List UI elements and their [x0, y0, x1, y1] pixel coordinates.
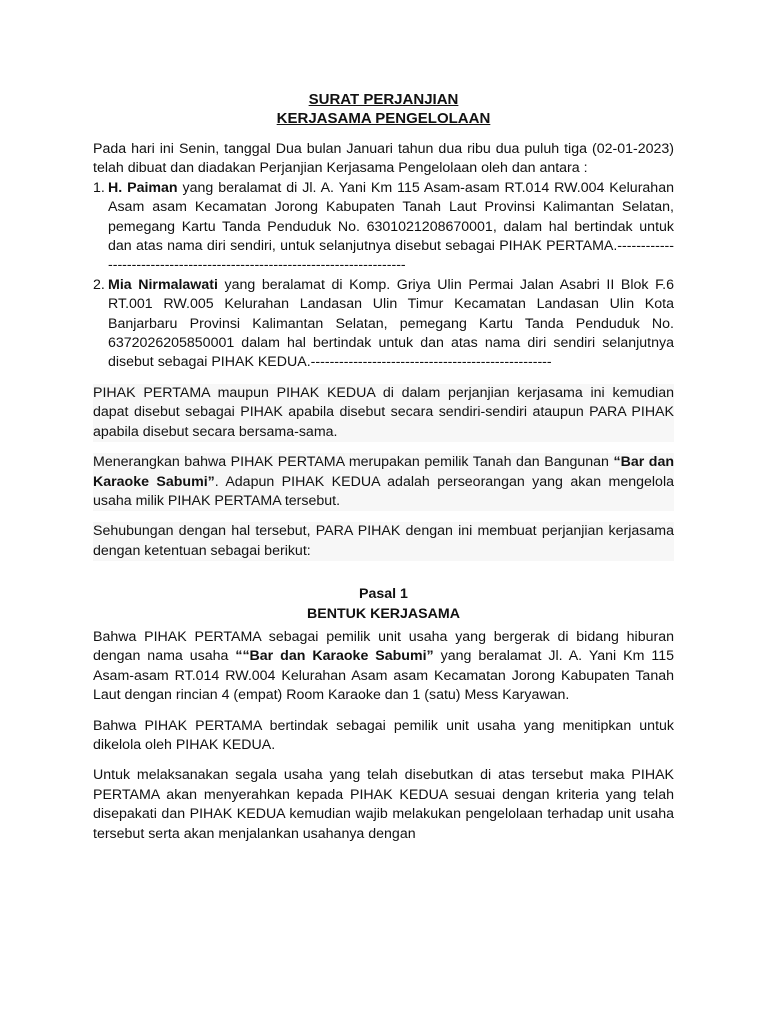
intro-paragraph: Pada hari ini Senin, tanggal Dua bulan Januari tahun dua ribu dua puluh tiga (02-01-2023) telah dibuat dan diadakan Perjanjian Kerjasama Pengelolaan oleh dan antara :	[93, 141, 674, 177]
party-text: yang beralamat di Jl. A. Yani Km 115 Asam-asam RT.014 RW.004 Kelurahan Asam asam Kecamatan Jorong Kabupaten Tanah Laut Provinsi Kalimantan Selatan, pemegang Kartu Tanda Penduduk No. 6301021208670001, dalam hal bertindak untuk dan atas nama diri sendiri, untuk selanjutnya disebut sebagai PIHAK PERTAMA.---------------------------------------------------------------------------	[108, 179, 674, 274]
pasal-title: BENTUK KERJASAMA	[307, 605, 460, 622]
party-number: 1.	[93, 179, 105, 196]
pasal-paragraph-2: Bahwa PIHAK PERTAMA bertindak sebagai pemilik unit usaha yang menitipkan untuk dikelola oleh PIHAK KEDUA.	[93, 717, 674, 753]
party-number: 2.	[93, 276, 105, 293]
pasal-heading	[93, 585, 674, 624]
parties-list	[93, 179, 674, 373]
sehubungan-paragraph: Sehubungan dengan hal tersebut, PARA PIHAK dengan ini membuat perjanjian kerjasama dengan ketentuan sebagai berikut:	[93, 522, 674, 561]
party-text: yang beralamat di Komp. Griya Ulin Permai Jalan Asabri II Blok F.6 RT.001 RW.005 Kelurahan Landasan Ulin Timur Kecamatan Landasan Ulin Kota Banjarbaru Provinsi Kalimantan Selatan, pemegang Kartu Tanda Penduduk No. 6372026205850001 dalam hal bertindak untuk dan atas nama diri sendiri selanjutnya disebut sebagai PIHAK KEDUA.---------------------------------------------------	[108, 276, 674, 371]
pasal-paragraph-3: Untuk melaksanakan segala usaha yang telah disebutkan di atas tersebut maka PIHAK PERTAMA akan menyerahkan kepada PIHAK KEDUA sesuai dengan kriteria yang telah disepakati dan PIHAK KEDUA kemudian wajib melakukan pengelolaan terhadap unit usaha tersebut serta akan menjalankan usahanya dengan	[93, 767, 674, 842]
menerangkan-paragraph	[93, 453, 674, 511]
pasal-number: Pasal 1	[359, 586, 408, 603]
menerangkan-text-end: . Adapun PIHAK KEDUA adalah perseorangan yang akan mengelola usaha milik PIHAK PERTAMA tersebut.	[93, 473, 674, 509]
party-item	[93, 276, 674, 373]
pasal-text-end: yang beralamat Jl. A. Yani Km 115 Asam-asam RT.014 RW.004 Kelurahan Asam asam Kecamatan Jorong Kabupaten Tanah Laut dengan rincian 4 (empat) Room Karaoke dan 1 (satu) Mess Karyawan.	[93, 648, 674, 704]
party-item	[93, 179, 674, 276]
party-name: H. Paiman	[108, 179, 178, 196]
document-title	[93, 90, 674, 128]
business-name: ““Bar dan Karaoke Sabumi”	[235, 648, 434, 665]
menerangkan-text: Menerangkan bahwa PIHAK PERTAMA merupakan pemilik Tanah dan Bangunan	[93, 454, 614, 471]
title-line-2: KERJASAMA PENGELOLAAN	[276, 110, 491, 127]
party-name: Mia Nirmalawati	[108, 276, 218, 293]
business-name: “Bar dan Karaoke Sabumi”	[93, 454, 675, 490]
document-body	[93, 90, 674, 844]
title-line-1: SURAT PERJANJIAN	[308, 91, 459, 108]
pasal-text: Bahwa PIHAK PERTAMA sebagai pemilik unit usaha yang bergerak di bidang hiburan dengan nama usaha	[93, 628, 674, 665]
pasal-paragraph-1	[93, 628, 674, 706]
para-pihak-paragraph: PIHAK PERTAMA maupun PIHAK KEDUA di dalam perjanjian kerjasama ini kemudian dapat disebut sebagai PIHAK apabila disebut secara sendiri-sendiri ataupun PARA PIHAK apabila disebut secara bersama-sama.	[93, 384, 674, 442]
